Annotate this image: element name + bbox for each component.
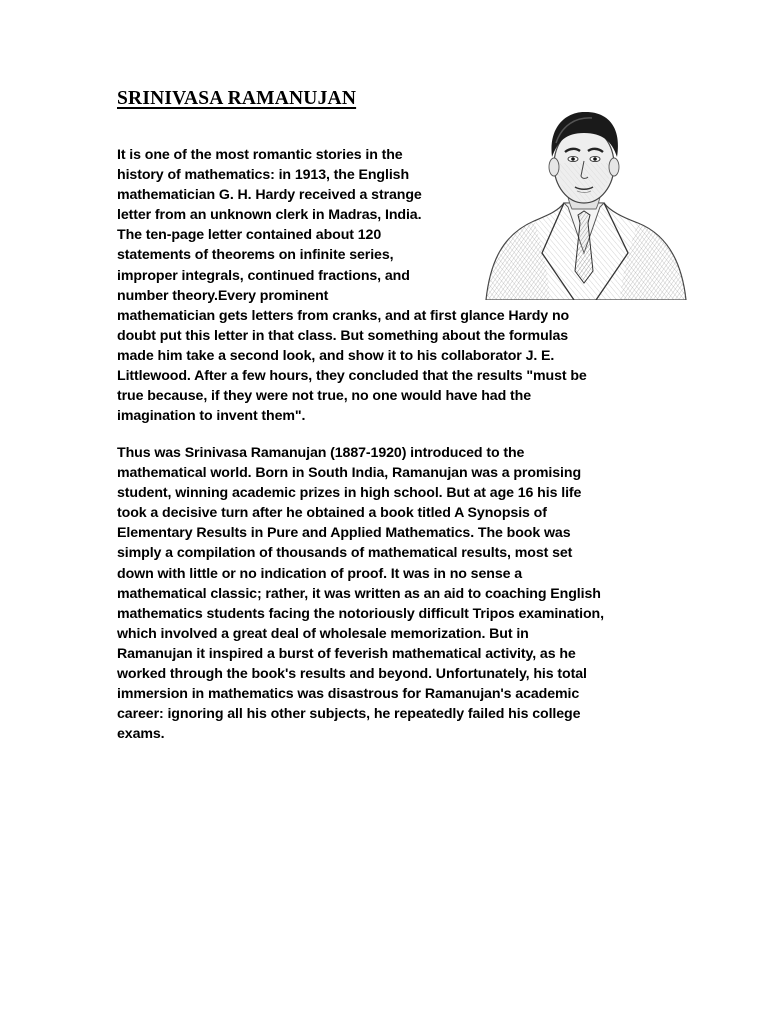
text-line: simply a compilation of thousands of mathematical results, most set <box>117 545 573 562</box>
text-line: number theory.Every prominent <box>117 287 329 304</box>
text-line: immersion in mathematics was disastrous for Ramanujan's academic <box>117 686 580 703</box>
text-line: exams. <box>117 726 165 743</box>
text-line: The ten-page letter contained about 120 <box>117 227 382 244</box>
page-title: SRINIVASA RAMANUJAN <box>117 88 357 109</box>
text-line: It is one of the most romantic stories in the <box>117 147 403 163</box>
text-line: mathematician G. H. Hardy received a strange <box>117 187 422 204</box>
text-line: history of mathematics: in 1913, the English <box>117 167 410 184</box>
text-line: Littlewood. After a few hours, they concluded that the results "must be <box>117 368 587 385</box>
text-line: student, winning academic prizes in high school. But at age 16 his life <box>117 485 582 502</box>
text-line: career: ignoring all his other subjects, he repeatedly failed his college <box>117 706 581 723</box>
text-line: mathematical world. Born in South India, Ramanujan was a promising <box>117 465 582 482</box>
text-line: improper integrals, continued fractions, and <box>117 267 410 284</box>
text-line: mathematician gets letters from cranks, and at first glance Hardy no <box>117 307 570 324</box>
text-line: mathematics students facing the notoriously difficult Tripos examination, <box>117 605 604 622</box>
text-line: Thus was Srinivasa Ramanujan (1887-1920) introduced to the <box>117 445 525 461</box>
paragraph-1 <box>117 145 657 426</box>
text-line: statements of theorems on infinite series, <box>117 247 394 264</box>
text-line: which involved a great deal of wholesale memorization. But in <box>117 625 529 642</box>
text-line: made him take a second look, and show it to his collaborator J. E. <box>117 347 555 364</box>
text-line: down with little or no indication of proof. It was in no sense a <box>117 565 523 582</box>
paragraph-2 <box>117 443 657 744</box>
text-line: Elementary Results in Pure and Applied Mathematics. The book was <box>117 525 571 542</box>
text-line: mathematical classic; rather, it was written as an aid to coaching English <box>117 585 601 602</box>
text-line: took a decisive turn after he obtained a book titled A Synopsis of <box>117 505 547 522</box>
text-line: doubt put this letter in that class. But something about the formulas <box>117 327 569 344</box>
text-line: true because, if they were not true, no one would have had the <box>117 388 531 405</box>
text-line: letter from an unknown clerk in Madras, India. <box>117 207 422 224</box>
text-line: worked through the book's results and beyond. Unfortunately, his total <box>117 666 587 683</box>
text-line: imagination to invent them". <box>117 408 306 425</box>
text-line: Ramanujan it inspired a burst of feverish mathematical activity, as he <box>117 645 576 662</box>
